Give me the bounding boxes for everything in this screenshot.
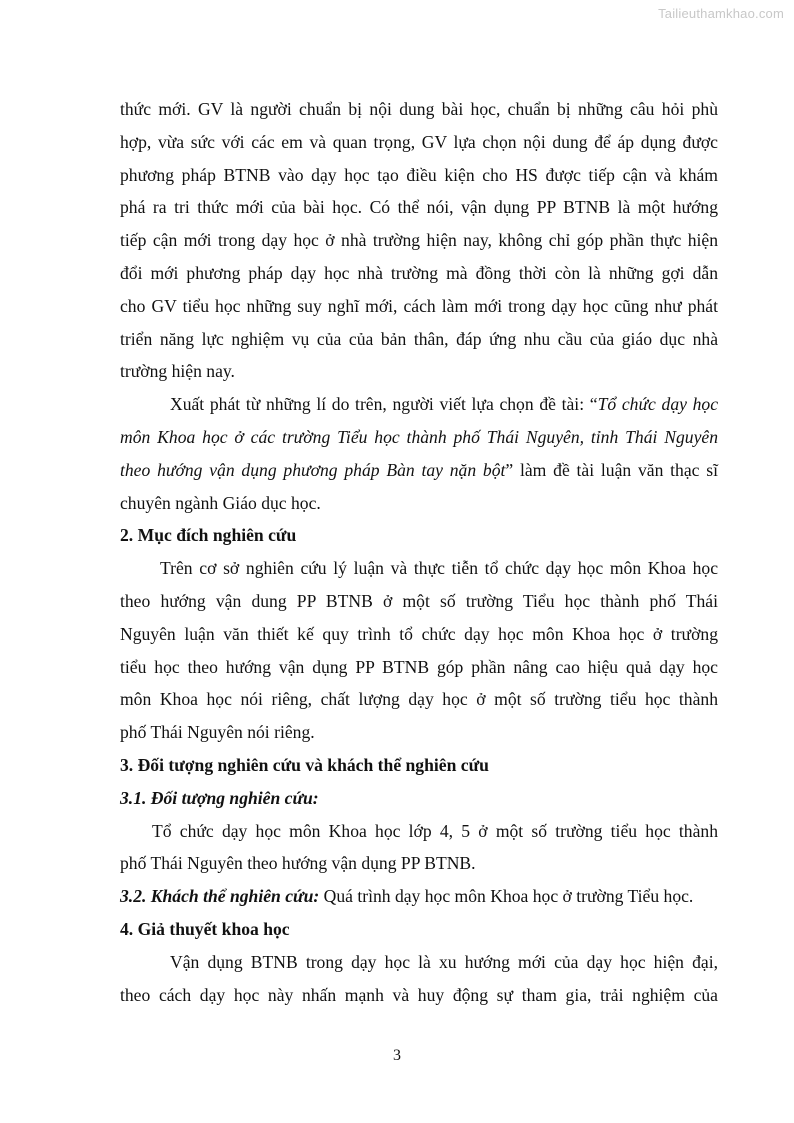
thesis-title-italic: theo hướng vận dụng phương pháp Bàn tay nặn bột: [120, 459, 506, 480]
text-line: Vận dụng BTNB trong dạy học là xu hướng mới của dạy học hiện đại,: [170, 951, 718, 972]
hypothesis-paragraph: [120, 946, 718, 1012]
thesis-title-italic: môn Khoa học ở các trường Tiểu học thành phố Thái Nguyên, tỉnh Thái Nguyên: [120, 426, 718, 447]
purpose-paragraph: [120, 552, 718, 749]
page-number: 3: [393, 1047, 401, 1064]
text-line: hợp, vừa sức với các em và quan trọng, GV lựa chọn nội dung để áp dụng được: [120, 131, 718, 152]
text-line: [120, 880, 718, 913]
subsection-heading: 3.1. Đối tượng nghiên cứu:: [120, 787, 319, 808]
text-run: Xuất phát từ những lí do trên, người viết lựa chọn đề tài: “: [170, 394, 598, 415]
text-line: cho GV tiểu học những suy nghĩ mới, cách làm mới trong dạy học cũng như phát: [120, 295, 718, 316]
text-run: Quá trình dạy học môn Khoa học ở trường Tiểu học.: [319, 886, 694, 907]
document-page: [120, 93, 718, 1011]
topic-paragraph: [120, 388, 718, 519]
text-line: phương pháp BTNB vào dạy học tạo điều kiện cho HS được tiếp cận và khám: [120, 164, 718, 185]
text-line: phố Thái Nguyên theo hướng vận dụng PP BTNB.: [120, 853, 476, 874]
text-line: môn Khoa học nói riêng, chất lượng dạy học ở một số trường tiểu học thành: [120, 689, 718, 710]
text-line: trường hiện nay.: [120, 361, 235, 382]
text-line: theo cách dạy học này nhấn mạnh và huy động sự tham gia, trải nghiệm của: [120, 984, 718, 1005]
text-line: tiểu học theo hướng vận dụng PP BTNB góp phần nâng cao hiệu quả dạy học: [120, 656, 718, 677]
section-heading: 3. Đối tượng nghiên cứu và khách thể nghiên cứu: [120, 754, 489, 775]
text-line: triển năng lực nghiệm vụ của của bản thân, đáp ứng nhu cầu của giáo dục nhà: [120, 328, 718, 349]
text-line: theo hướng vận dung PP BTNB ở một số trường Tiểu học thành phố Thái: [120, 590, 718, 611]
text-line: [120, 388, 718, 421]
text-line: chuyên ngành Giáo dục học.: [120, 492, 321, 513]
subsection-heading: 3.2. Khách thể nghiên cứu:: [120, 886, 320, 907]
section-heading: 2. Mục đích nghiên cứu: [120, 525, 297, 546]
text-line: thức mới. GV là người chuẩn bị nội dung bài học, chuẩn bị những câu hỏi phù: [120, 99, 718, 119]
intro-paragraph: [120, 93, 718, 388]
text-line: phố Thái Nguyên nói riêng.: [120, 722, 315, 743]
object-paragraph: [120, 815, 718, 881]
watermark: Tailieuthamkhao.com: [658, 6, 784, 21]
text-line: phá ra tri thức mới của bài học. Có thể nói, vận dụng PP BTNB là một hướng: [120, 197, 718, 218]
text-line: [120, 454, 718, 487]
text-run: ” làm đề tài luận văn thạc sĩ: [505, 459, 718, 480]
thesis-title-italic: Tổ chức dạy học: [597, 394, 719, 415]
section-heading: 4. Giả thuyết khoa học: [120, 918, 290, 939]
text-line: tiếp cận mới trong dạy học ở nhà trường hiện nay, không chỉ góp phần thực hiện: [120, 230, 718, 251]
text-line: đổi mới phương pháp dạy học nhà trường mà đồng thời còn là những gợi dẫn: [120, 262, 718, 283]
text-line: Nguyên luận văn thiết kế quy trình tổ chức dạy học môn Khoa học ở trường: [120, 623, 718, 644]
text-line: Tổ chức dạy học môn Khoa học lớp 4, 5 ở một số trường tiểu học thành: [152, 820, 718, 841]
text-line: Trên cơ sở nghiên cứu lý luận và thực tiễn tổ chức dạy học môn Khoa học: [160, 558, 718, 579]
